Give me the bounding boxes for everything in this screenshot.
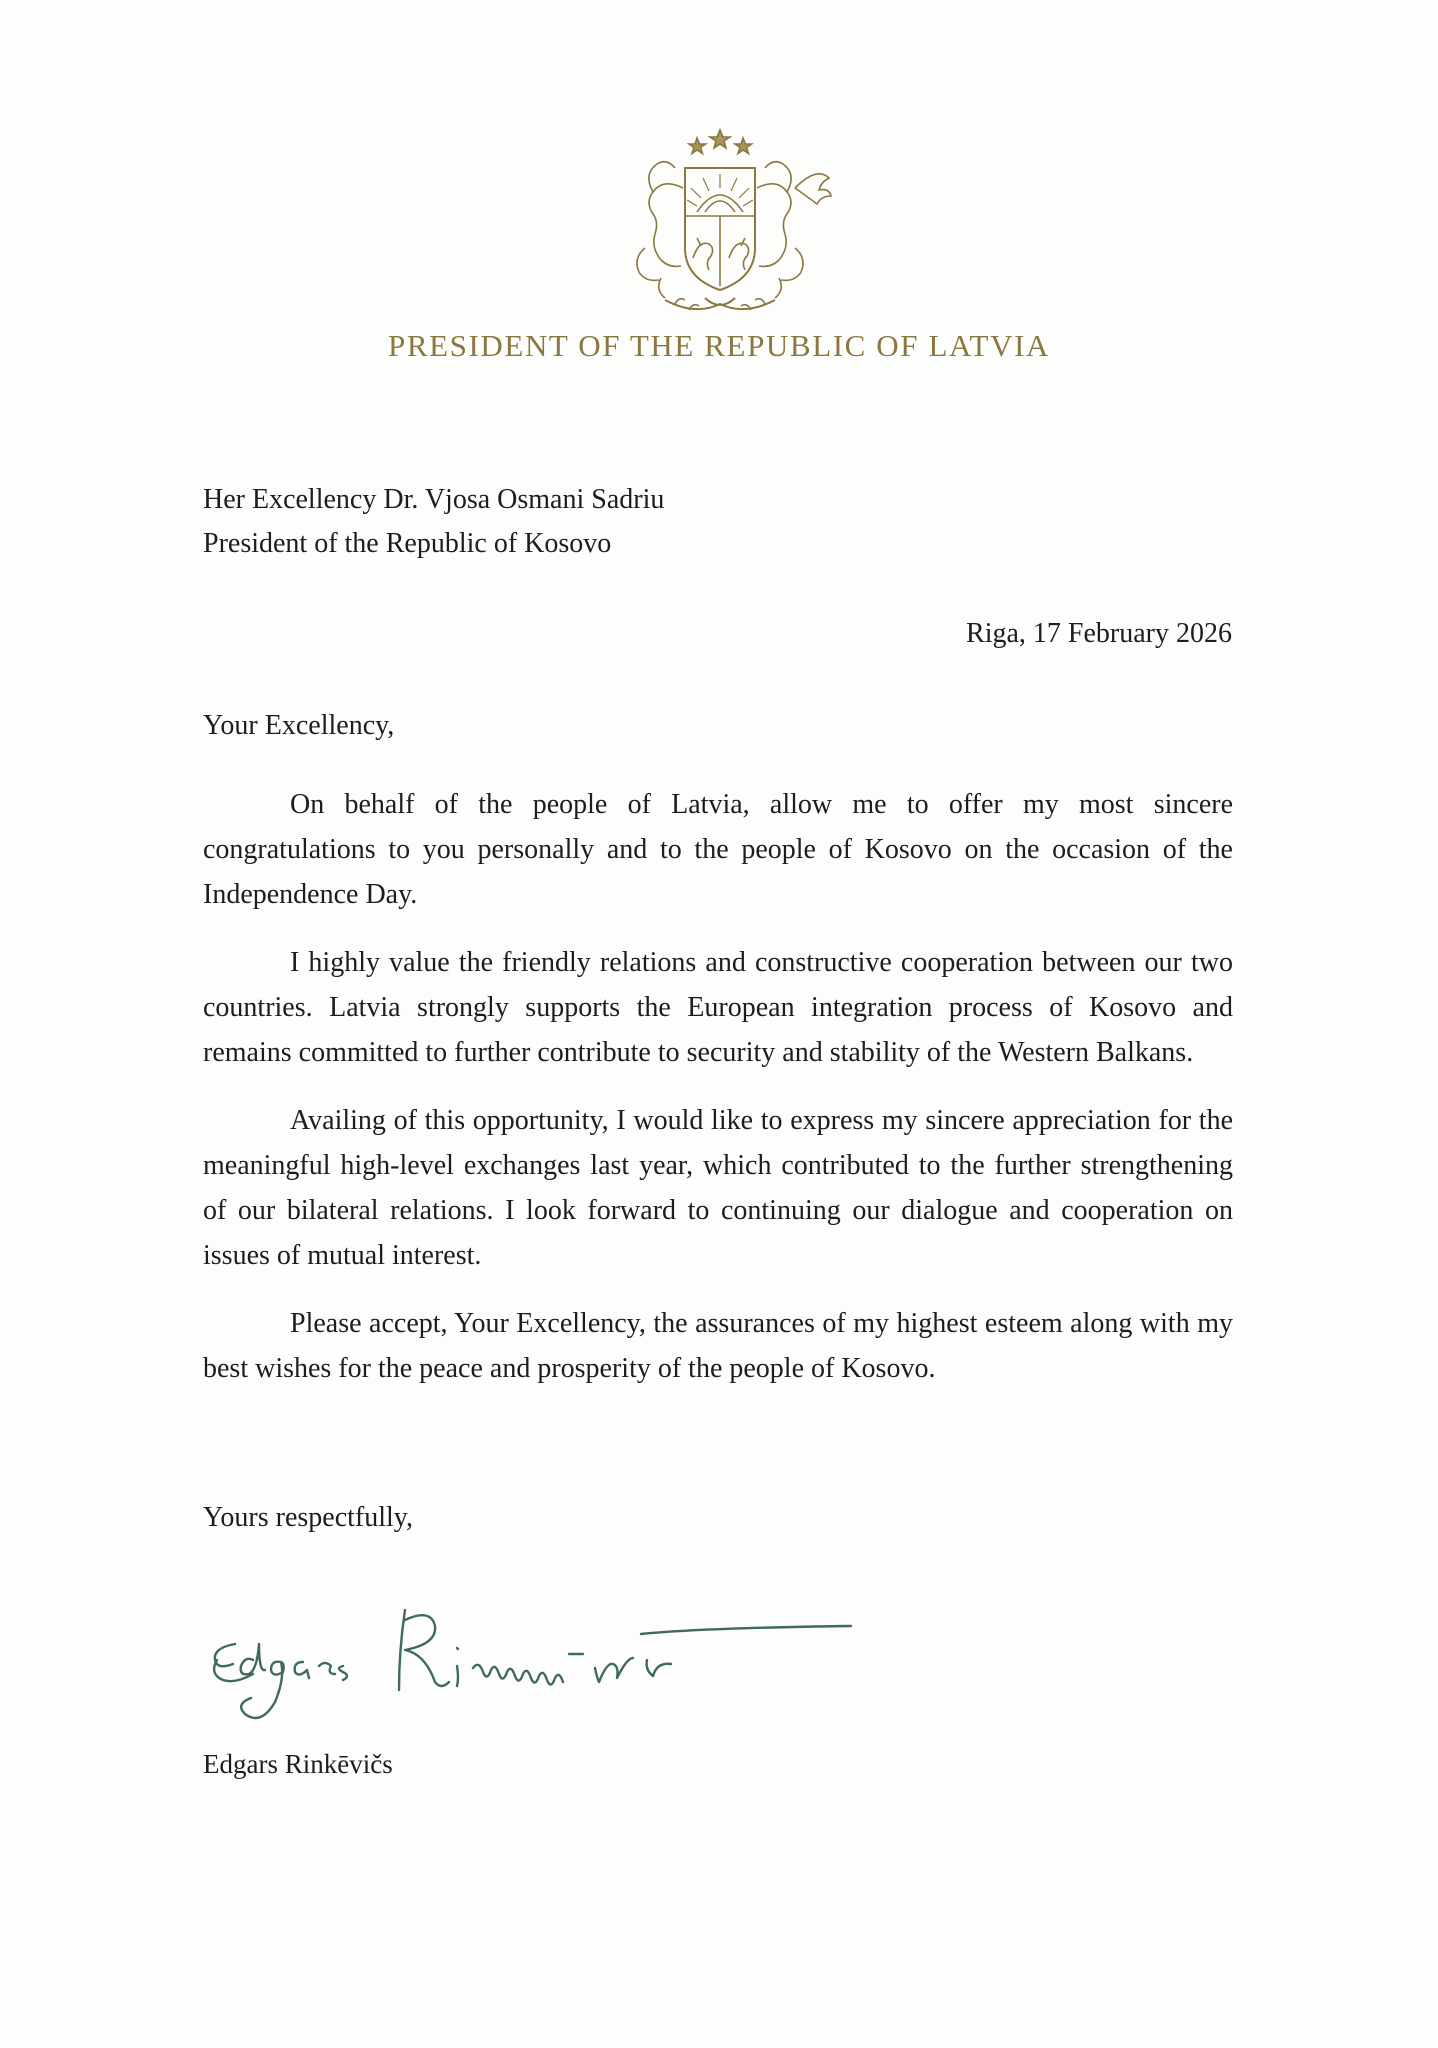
paragraph: I highly value the friendly relations and constructive cooperation between our two countries. Latvia strongly supports the European integration process of Kosovo and remains committed to further contribute to security and stability of the Western Balkans. (203, 947, 1233, 1068)
recipient-position: President of the Republic of Kosovo (203, 528, 612, 559)
letter-body (203, 782, 1233, 1414)
salutation: Your Excellency, (203, 710, 395, 741)
paragraph: Availing of this opportunity, I would like to express my sincere appreciation for the meaningful high-level exchanges last year, which contributed to the further strengthening of our bilateral relations. I look forward to continuing our dialogue and cooperation on issues of mutual interest. (203, 1105, 1233, 1271)
paragraph: On behalf of the people of Latvia, allow me to offer my most sincere congratulations to you personally and to the people of Kosovo on the occasion of the Independence Day. (203, 789, 1233, 910)
recipient-block (203, 478, 664, 566)
letterhead-title: PRESIDENT OF THE REPUBLIC OF LATVIA (388, 328, 1050, 363)
coat-of-arms-icon (605, 128, 835, 320)
paragraph: Please accept, Your Excellency, the assurances of my highest esteem along with my best wishes for the peace and prosperity of the people of Kosovo. (203, 1308, 1233, 1384)
handwritten-signature (195, 1590, 855, 1730)
signer-name: Edgars Rinkēvičs (203, 1749, 393, 1779)
letter-date: Riga, 17 February 2026 (966, 618, 1232, 649)
closing: Yours respectfully, (203, 1502, 413, 1533)
recipient-name: Her Excellency Dr. Vjosa Osmani Sadriu (203, 484, 665, 515)
